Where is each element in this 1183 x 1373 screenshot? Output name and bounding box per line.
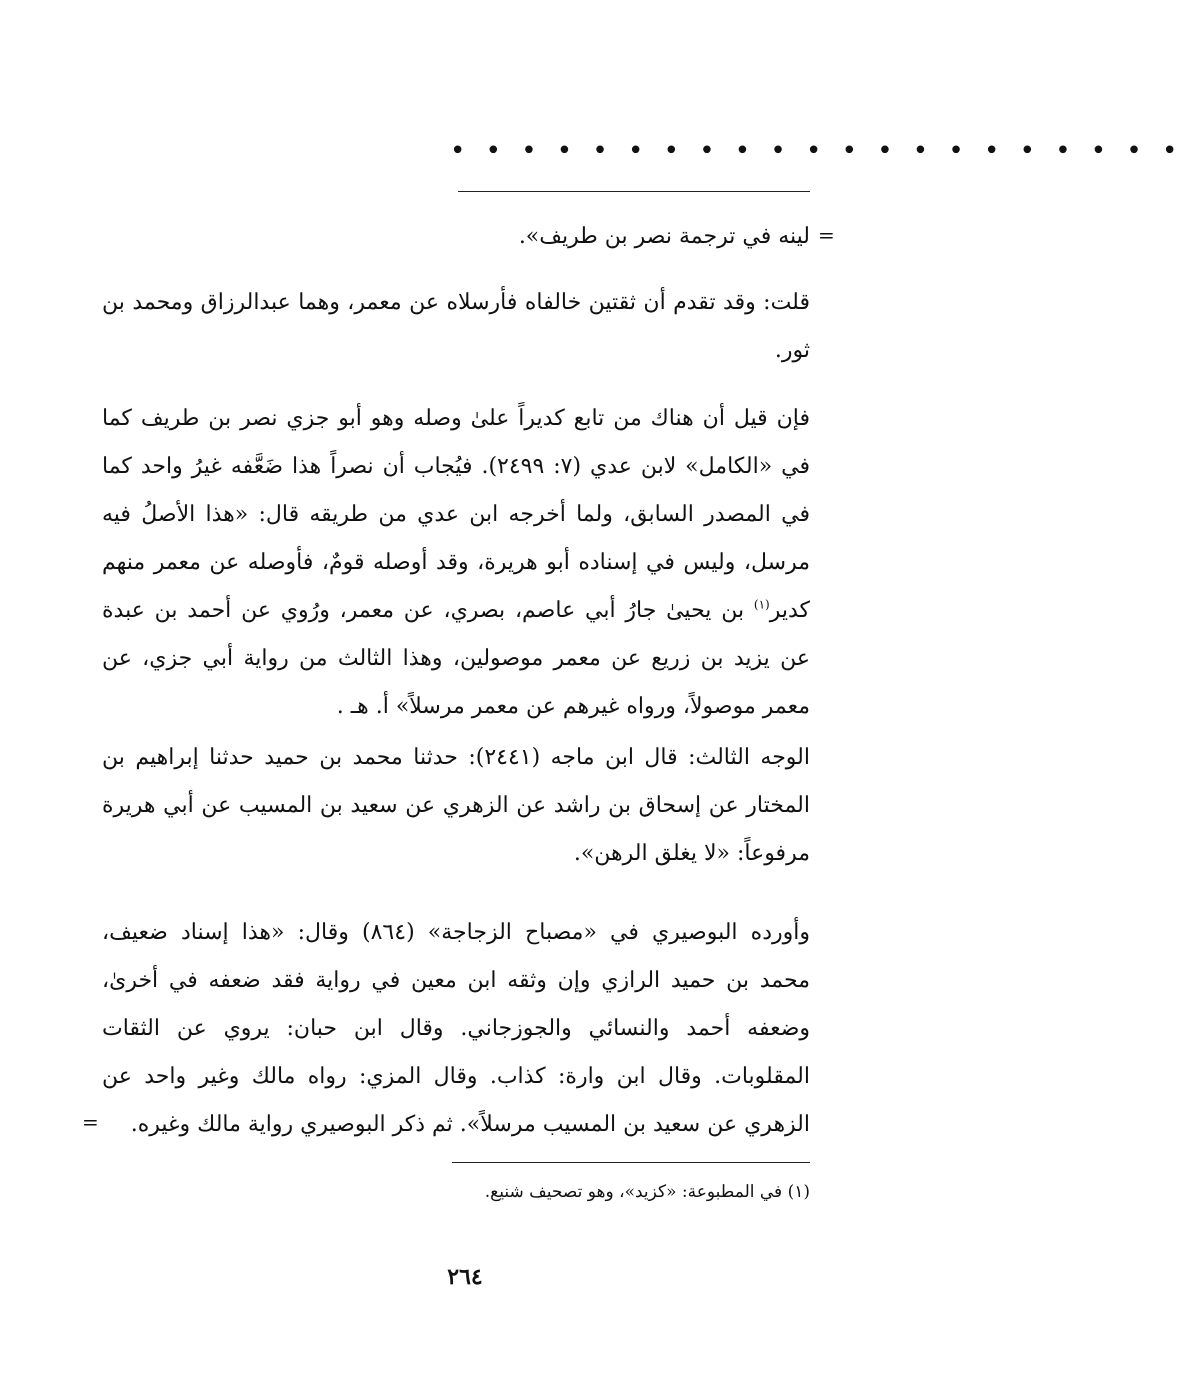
continuation-mark-start: =: [818, 223, 835, 247]
footnote-1: (١) في المطبوعة: «كزيد»، وهو تصحيف شنيع.: [484, 1182, 810, 1202]
page-number: ٢٦٤: [447, 1264, 483, 1290]
header-dots-ornament: • • • • • • • • • • • • • • • • • • • • •: [450, 136, 1183, 166]
continuation-mark-end: =: [82, 1110, 99, 1134]
footnote-separator-rule: [452, 1162, 810, 1163]
paragraph-3: الوجه الثالث: قال ابن ماجه (٢٤٤١): حدثنا محمد بن حميد حدثنا إبراهيم بن المختار عن إسحاق بن راشد عن الزهري عن سعيد بن المسيب عن أبي هريرة مرفوعاً: «لا يغلق الرهن».: [102, 745, 810, 866]
paragraph-2: [102, 395, 810, 731]
footnote-reference[interactable]: (١): [753, 597, 770, 612]
paragraph-1: قلت: وقد تقدم أن ثقتين خالفاه فأرسلاه عن معمر، وهما عبدالرزاق ومحمد بن ثور.: [102, 290, 810, 363]
paragraph-4: وأورده البوصيري في «مصباح الزجاجة» (٨٦٤) وقال: «هذا إسناد ضعيف، محمد بن حميد الرازي وإن وثقه ابن معين في رواية فقد ضعفه في أخرىٰ، وضعفه أحمد والنسائي والجوزجاني. وقال ابن حبان: يروي عن الثقات المقلوبات. وقال ابن وارة: كذاب. وقال المزي: رواه مالك وغير واحد عن الزهري عن سعيد بن المسيب مرسلاً». ثم ذكر البوصيري رواية مالك وغيره.: [102, 920, 810, 1137]
paragraph-2-part-a: فإن قيل أن هناك من تابع كديراً علىٰ وصله وهو أبو جزي نصر بن طريف كما في «الكامل» لابن عدي (٧: ٢٤٩٩). فيُجاب أن نصراً هذا ضَعَّفه غيرُ واحد كما في المصدر السابق، ولما أخرجه ابن عدي من طريقه قال: «هذا الأصلُ فيه مرسل، وليس في إسناده أبو هريرة، وقد أوصله قومٌ، فأوصله عن معمر منهم كدير: [102, 406, 810, 623]
paragraph-2-part-b: بن يحيىٰ جارُ أبي عاصم، بصري، عن معمر، ورُوي عن أحمد بن عبدة عن يزيد بن زريع عن معمر موصولين، وهذا الثالث من رواية أبي جزي، عن معمر موصولاً، ورواه غيرهم عن معمر مرسلاً» أ. هـ .: [102, 598, 810, 719]
top-separator-rule: [458, 191, 810, 192]
continuation-line: لينه في ترجمة نصر بن طريف».: [518, 224, 810, 249]
